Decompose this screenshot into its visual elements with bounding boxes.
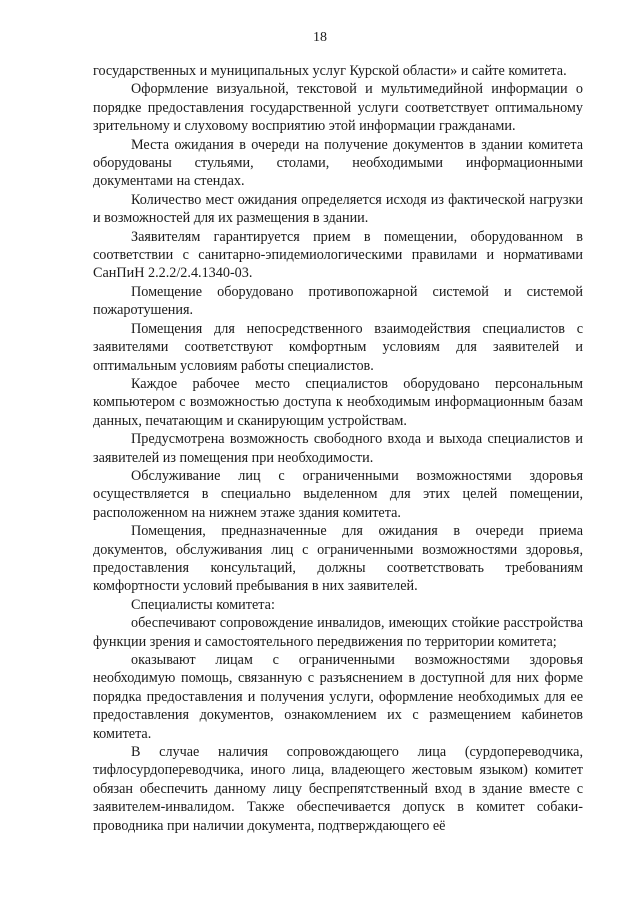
paragraph-escort-person: В случае наличия сопровождающего лица (сурдопереводчика, тифлосурдопереводчика, иного лица, владеющего жестовым языком) комитет обязан обеспечить данному лицу беспрепятственный вход в здание вместе с заявителем-инвалидом. Также обеспечивается допуск в комитет собаки-проводника при наличии документа, подтверждающего её	[93, 744, 583, 834]
document-body	[93, 62, 583, 835]
page-number: 18	[313, 30, 327, 45]
paragraph-specialists-heading: Специалисты комитета:	[131, 596, 275, 613]
paragraph-escort-disabled: обеспечивают сопровождение инвалидов, имеющих стойкие расстройства функции зрения и самостоятельного передвижения по территории комитета;	[93, 615, 583, 650]
paragraph-waiting-places: Места ожидания в очереди на получение документов в здании комитета оборудованы стульями, столами, необходимыми информационными документами на стендах.	[93, 136, 583, 190]
paragraph-fire-system: Помещение оборудовано противопожарной системой и системой пожаротушения.	[93, 283, 583, 319]
paragraph-free-entry: Предусмотрена возможность свободного входа и выхода специалистов и заявителей из помещения при необходимости.	[93, 431, 583, 466]
paragraph-workplace-equipment: Каждое рабочее место специалистов оборудовано персональным компьютером с возможностью доступа к необходимым информационным базам данных, печатающим и сканирующим устройствам.	[93, 375, 583, 429]
paragraph-info-design: Оформление визуальной, текстовой и мультимедийной информации о порядке предоставления государственной услуги соответствует оптимальному зрительному и слуховому восприятию этой информации гражданами.	[93, 81, 583, 135]
paragraph-assistance: оказывают лицам с ограниченными возможностями здоровья необходимую помощь, связанную с разъяснением в доступной для них форме порядка предоставления и получения услуги, оформление необходимых для ее предоставления документов, ознакомлением их с размещением кабинетов комитета.	[93, 652, 583, 742]
paragraph-interaction-rooms: Помещения для непосредственного взаимодействия специалистов с заявителями соответствуют комфортным условиям для заявителей и оптимальным условиям работы специалистов.	[93, 320, 583, 374]
paragraph-sanitary-norms: Заявителям гарантируется прием в помещении, оборудованном в соответствии с санитарно-эпидемиологическими правилами и нормативами СанПиН 2.2.2/2.4.1340-03.	[93, 228, 583, 282]
paragraph-continuation: государственных и муниципальных услуг Курской области» и сайте комитета.	[93, 63, 567, 79]
paragraph-waiting-count: Количество мест ожидания определяется исходя из фактической нагрузки и возможностей для их размещения в здании.	[93, 191, 583, 227]
paragraph-comfort-requirements: Помещения, предназначенные для ожидания в очереди приема документов, обслуживания лиц с ограниченными возможностями здоровья, предоставления консультаций, должны соответствовать требованиям комфортности условий пребывания в них заявителей.	[93, 523, 583, 595]
paragraph-disabled-service: Обслуживание лиц с ограниченными возможностями здоровья осуществляется в специально выделенном для этих целей помещении, расположенном на нижнем этаже здания комитета.	[93, 467, 583, 521]
